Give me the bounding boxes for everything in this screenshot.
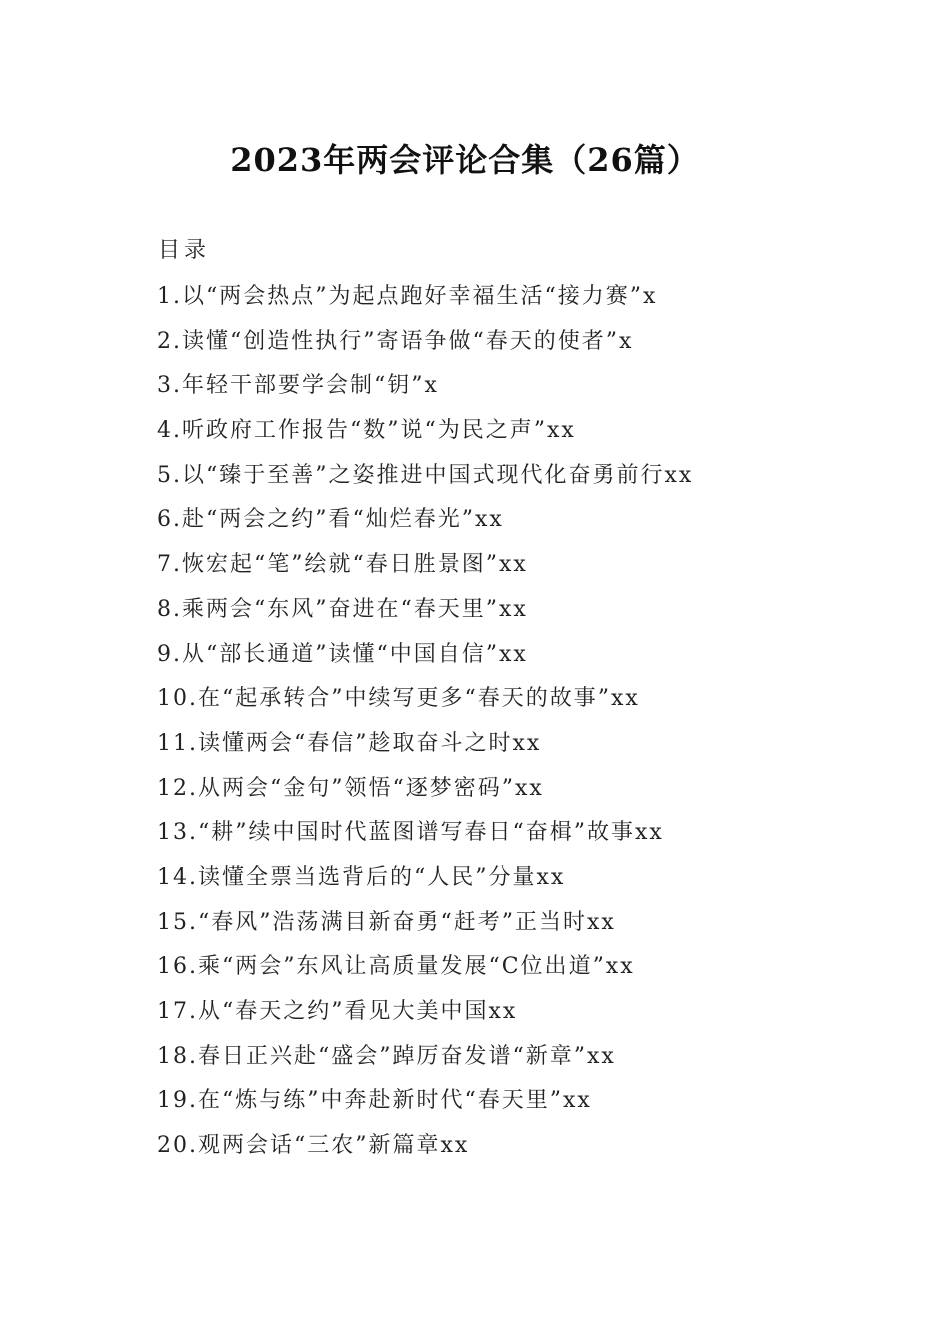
toc-item[interactable]: 12.从两会“金句”领悟“逐梦密码”xx [157,775,544,801]
toc-item[interactable]: 14.读懂全票当选背后的“人民”分量xx [157,864,566,890]
toc-item[interactable]: 11.读懂两会“春信”趁取奋斗之时xx [157,730,542,756]
toc-item[interactable]: 1.以“两会热点”为起点跑好幸福生活“接力赛”x [157,284,658,309]
toc-item[interactable]: 17.从“春天之约”看见大美中国xx [157,999,518,1024]
toc-item[interactable]: 13.“耕”续中国时代蓝图谱写春日“奋楫”故事xx [157,820,664,846]
toc-item[interactable]: 20.观两会话“三农”新篇章xx [157,1133,470,1159]
toc-item[interactable]: 16.乘“两会”东风让高质量发展“C位出道”xx [157,954,635,980]
toc-item[interactable]: 3.年轻干部要学会制“钥”x [157,373,439,399]
toc-item[interactable]: 19.在“炼与练”中奔赴新时代“春天里”xx [157,1088,592,1114]
toc-item[interactable]: 18.春日正兴赴“盛会”踔厉奋发谱“新章”xx [157,1043,616,1069]
toc-item[interactable]: 5.以“臻于至善”之姿推进中国式现代化奋勇前行xx [157,462,694,488]
toc-item[interactable]: 2.读懂“创造性执行”寄语争做“春天的使者”x [157,328,634,354]
toc-item[interactable]: 7.恢宏起“笔”绘就“春日胜景图”xx [157,552,528,578]
document-title: 2023年两会评论合集（26篇） [230,141,700,179]
toc-item[interactable]: 10.在“起承转合”中续写更多“春天的故事”xx [157,686,640,712]
toc-item[interactable]: 15.“春风”浩荡满目新奋勇“赶考”正当时xx [157,909,616,935]
toc-list [157,279,877,1173]
toc-item[interactable]: 6.赴“两会之约”看“灿烂春光”xx [157,507,504,533]
toc-item[interactable]: 4.听政府工作报告“数”说“为民之声”xx [157,418,576,444]
toc-item[interactable]: 8.乘两会“东风”奋进在“春天里”xx [157,596,528,622]
toc-heading: 目录 [158,238,211,263]
toc-item[interactable]: 9.从“部长通道”读懂“中国自信”xx [157,641,528,667]
